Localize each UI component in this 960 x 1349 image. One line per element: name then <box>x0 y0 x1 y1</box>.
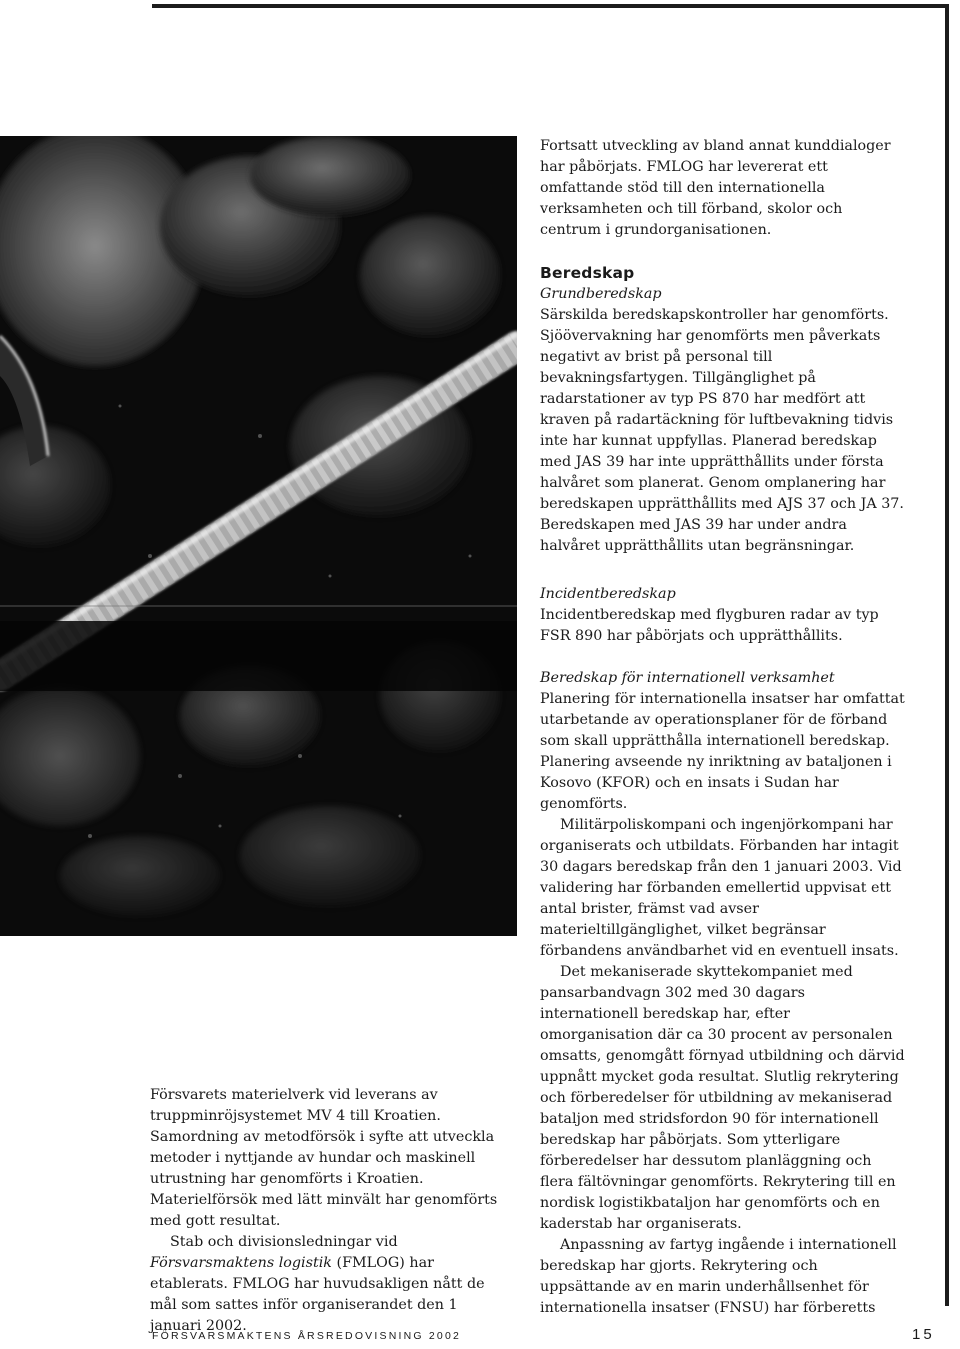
subheading-internationell: Beredskap för internationell verksamhet <box>540 670 835 686</box>
page-frame-top-rule <box>152 4 949 8</box>
intro-block <box>540 136 905 241</box>
paragraph-skyttekompani: Det mekaniserade skyttekompaniet med pansarbandvagn 302 med 30 dagars internationell beredskap har, efter omorganisation där ca 30 procent av personalen omsatts, genomgått förnyad utbildning och därvid uppnått mycket goda resultat. Slutlig rekrytering och förberedelser för utbildning av mekaniserad bataljon med stridsfordon 90 för internationell beredskap har påbörjats. Som ytterligare förberedelser har dessutom planläggning och flera fältövningar genomförts. Rekrytering till en nordisk logistikbataljon har genomförts och en kaderstab har organiserats. <box>540 964 905 1232</box>
paragraph-planering: Planering för internationella insatser har omfattat utarbetande av operationsplaner för de förband som skall upprätthålla internationell beredskap. Planering avseende ny inriktning av bataljonen i Kosovo (KFOR) och en insats i Sudan har genomförts. <box>540 691 905 812</box>
caption-text: Stab och divisionsledningar vid <box>170 1234 398 1250</box>
paragraph-incidentberedskap: Incidentberedskap med flygburen radar av typ FSR 890 har påbörjats och upprätthållits. <box>540 607 879 644</box>
paragraph-fartyg: Anpassning av fartyg ingående i internationell beredskap har gjorts. Rekrytering och uppsättande av en marin underhållsenhet för internationella insatser (FNSU) har förberetts <box>540 1237 897 1316</box>
caption-paragraph-fmlog <box>150 1232 510 1337</box>
caption-text: (FMLOG) har etablerats. FMLOG har huvudsakligen nått de mål som sattes inför organiserandet den 1 januari 2002. <box>150 1255 485 1334</box>
incident-section <box>540 584 905 647</box>
international-section <box>540 668 905 1319</box>
photo-illustration <box>0 136 517 936</box>
section-heading: Beredskap <box>540 264 635 282</box>
page-number: 15 <box>912 1326 935 1343</box>
subheading-grundberedskap: Grundberedskap <box>540 286 662 302</box>
caption-paragraph: Försvarets materielverk vid leverans av truppminröjsystemet MV 4 till Kroatien. Samordning av metodförsök i syfte att utveckla metoder i nyttjande av hundar och maskinell utrustning har genomförts i Kroatien. Materielförsök med lätt minvält har genomförts med gott resultat. <box>150 1087 498 1229</box>
subheading-incidentberedskap: Incidentberedskap <box>540 586 676 602</box>
photo-caption <box>150 1085 510 1337</box>
photo-mine-clearing-rope <box>0 136 517 936</box>
intro-paragraph: Fortsatt utveckling av bland annat kunddialoger har påbörjats. FMLOG har levererat ett omfattande stöd till den internationella verksamheten och till förband, skolor och centrum i grundorganisationen. <box>540 138 891 238</box>
footer-publication-title: FÖRSVARSMAKTENS ÅRSREDOVISNING 2002 <box>152 1330 462 1342</box>
caption-emphasis: Försvarsmaktens logistik <box>150 1255 332 1271</box>
page-frame-right-rule <box>945 4 949 1306</box>
paragraph-militarpolis: Militärpoliskompani och ingenjörkompani har organiserats och utbildats. Förbanden har intagit 30 dagars beredskap från den 1 januari 2003. Vid validering har förbanden emellertid uppvisat ett antal brister, främst vad avser materieltillgänglighet, vilket begränsar förbandens användbarhet vid en eventuell insats. <box>540 817 902 959</box>
beredskap-section <box>540 263 905 557</box>
paragraph-grundberedskap: Särskilda beredskapskontroller har genomförts. Sjöövervakning har genomförts men påverkats negativt av brist på personal till bevakningsfartygen. Tillgänglighet på radarstationer av typ PS 870 har medfört att kraven på radartäckning för luftbevakning tidvis inte har kunnat uppfyllas. Planerad beredskap med JAS 39 har inte upprätthållits under första halvåret som planerat. Genom omplanering har beredskapen upprätthållits med AJS 37 och JA 37. Beredskapen med JAS 39 har under andra halvåret upprätthållits utan begränsningar. <box>540 307 904 554</box>
